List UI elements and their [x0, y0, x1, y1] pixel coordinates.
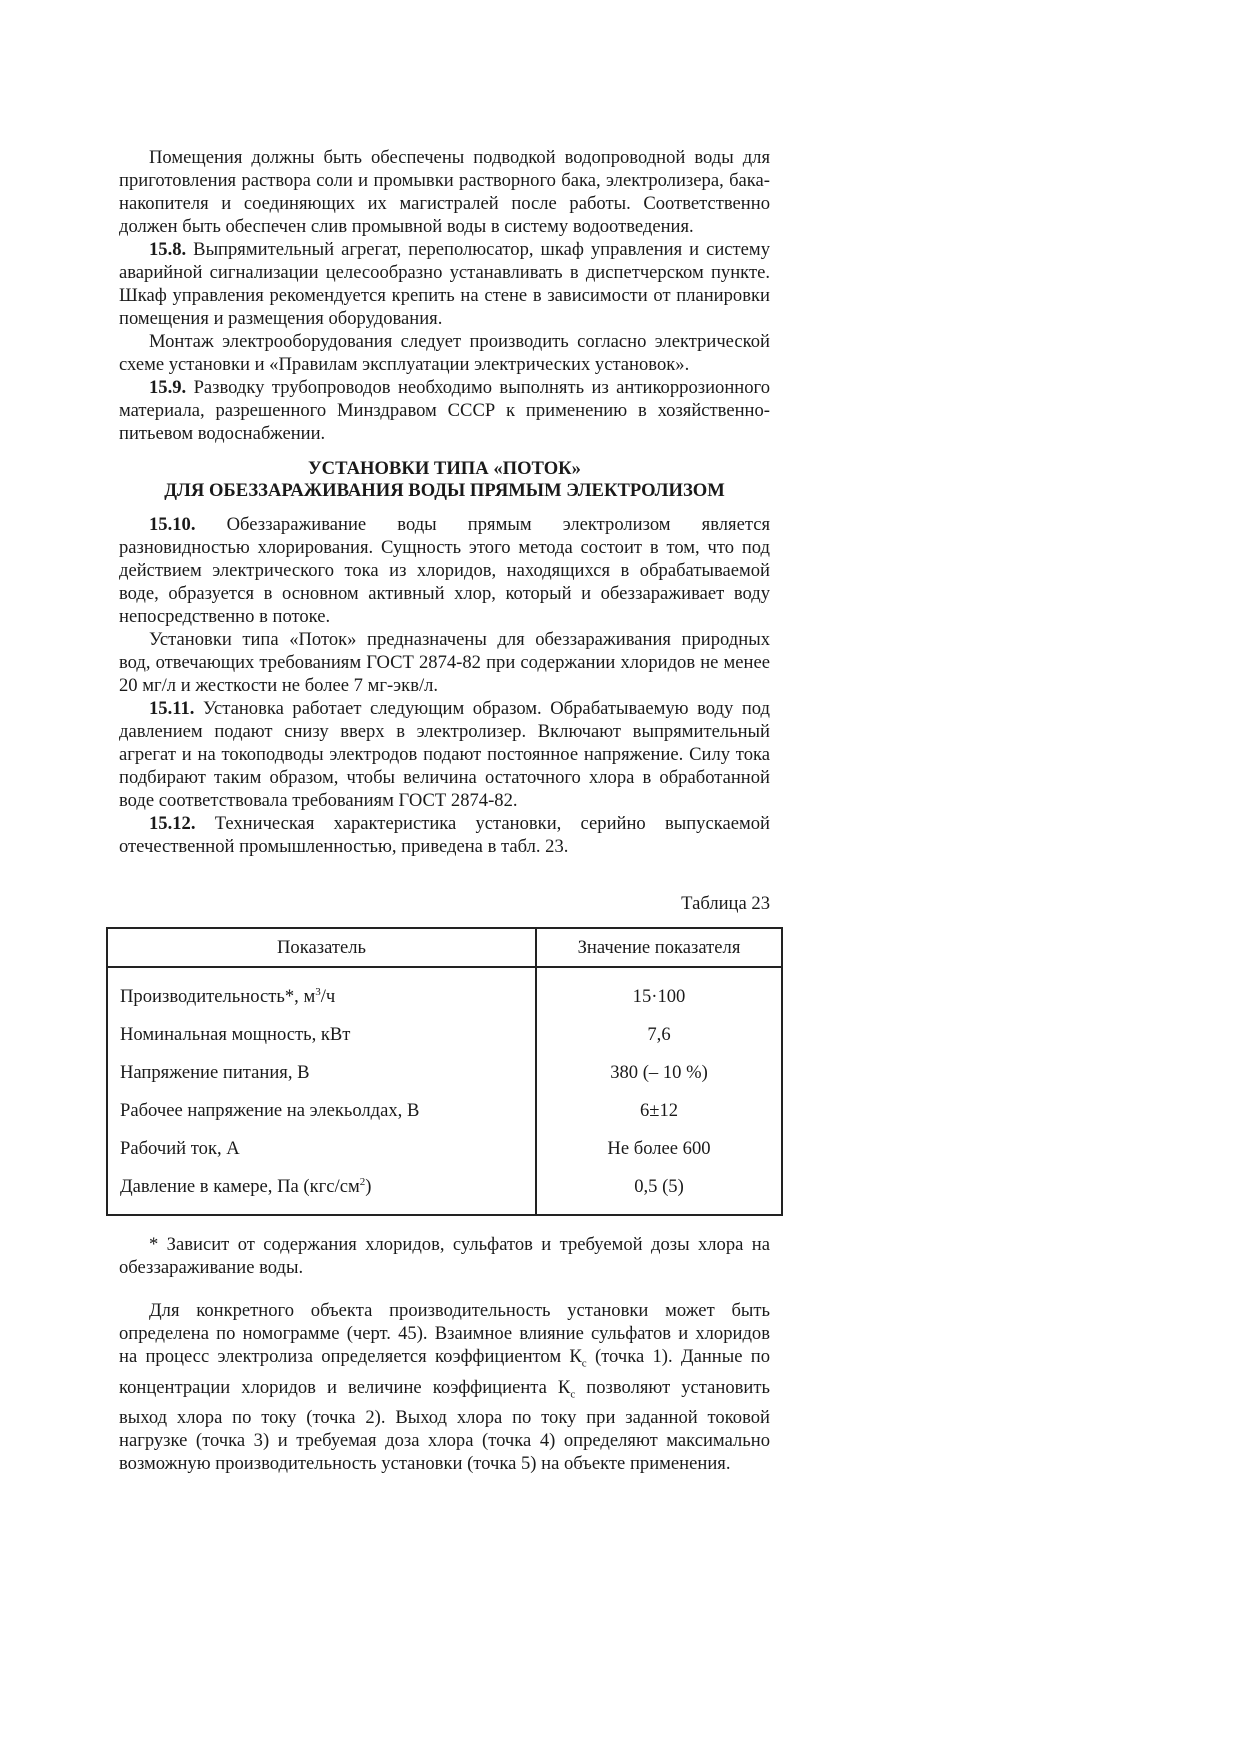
spec-table [106, 927, 783, 1216]
row-label: Рабочее напряжение на элекьолдах, В [107, 1092, 536, 1130]
paragraph [119, 238, 770, 330]
paragraph-text: Разводку трубопроводов необходимо выполнять из антикоррозионного материала, разрешенного Минздравом СССР к применению в хозяйственно-питьевом водоснабжении. [119, 377, 770, 444]
label-superscript: 2 [359, 1175, 366, 1188]
paragraph-text: (точка 1). Данные по концентрации хлоридов и величине коэффициента К [119, 1346, 770, 1398]
column-header-indicator: Показатель [107, 928, 536, 967]
table-row [107, 1092, 782, 1130]
subscript: с [570, 1388, 576, 1401]
paragraph-text: Помещения должны быть обеспечены подводкой водопроводной воды для приготовления раствора соли и промывки растворного бака, электролизера, бака-накопителя и соединяющих их магистралей после работы. Соответственно должен быть обеспечен слив промывной воды в систему водоотведения. [119, 147, 770, 237]
paragraph-text: позволяют установить выход хлора по току (точка 2). Выход хлора по току при заданной токовой нагрузке (точка 3) и требуемая доза хлора (точка 4) определяют максимально возможную производительность установки (точка 5) на объекте применения. [119, 1376, 770, 1475]
clause-number: 15.8. [149, 239, 187, 260]
paragraph [119, 330, 770, 376]
row-label: Номинальная мощность, кВт [107, 1016, 536, 1054]
subscript: с [581, 1357, 587, 1370]
paragraph-text: Установки типа «Поток» предназначены для обеззараживания природных вод, отвечающих требованиям ГОСТ 2874-82 при содержании хлоридов не менее 20 мг/л и жесткости не более 7 мг-экв/л. [119, 629, 770, 696]
paragraph [119, 513, 770, 628]
row-value: 0,5 (5) [634, 1176, 684, 1197]
row-value: 380 (– 10 %) [610, 1062, 708, 1083]
table-caption: Таблица 23 [681, 893, 770, 914]
table-row [107, 1130, 782, 1168]
paragraph-text: Для конкретного объекта производительность установки может быть определена по номограмме (черт. 45). Взаимное влияние сульфатов и хлоридов на процесс электролиза определяется коэффициентом К [119, 1300, 770, 1367]
row-label [107, 1168, 536, 1215]
table-row [107, 1016, 782, 1054]
label-tail: ) [365, 1176, 372, 1198]
section-heading [111, 458, 778, 502]
row-value: 15·100 [632, 986, 686, 1007]
clause-number: 15.9. [149, 377, 187, 398]
row-value: 7,6 [647, 1024, 671, 1045]
column-header-value: Значение показателя [536, 928, 782, 967]
row-label: Рабочий ток, А [107, 1130, 536, 1168]
paragraph [119, 1299, 770, 1475]
clause-number: 15.10. [149, 514, 196, 535]
paragraph-text: Установка работает следующим образом. Обрабатываемую воду под давлением подают снизу вверх в электролизер. Включают выпрямительный агрегат и на токоподводы электродов подают постоянное напряжение. Силу тока подбирают таким образом, чтобы величина остаточного хлора в обработанной воде соответствовала требованиям ГОСТ 2874-82. [119, 698, 770, 811]
label-text: Давление в камере, Па (кгс/см [120, 1176, 360, 1198]
clause-number: 15.12. [149, 813, 196, 834]
row-label: Напряжение питания, В [107, 1054, 536, 1092]
table-footnote: * Зависит от содержания хлоридов, сульфатов и требуемой дозы хлора на обеззараживание воды. [119, 1234, 770, 1278]
paragraph-text: Обеззараживание воды прямым электролизом является разновидностью хлорирования. Сущность этого метода состоит в том, что под действием электрического тока из хлоридов, находящихся в обрабатываемой воде, образуется в основном активный хлор, который и обеззараживает воду непосредственно в потоке. [119, 514, 770, 627]
page-content [119, 146, 770, 1475]
label-superscript: 3 [315, 985, 321, 998]
label-tail: /ч [320, 986, 336, 1008]
paragraph [119, 812, 770, 858]
table-header-row [107, 928, 782, 967]
row-label [107, 967, 536, 1016]
table-row [107, 1168, 782, 1215]
table-row [107, 967, 782, 1016]
paragraph [119, 146, 770, 238]
label-text: Производительность*, м [120, 986, 316, 1008]
heading-line-1: УСТАНОВКИ ТИПА «ПОТОК» [308, 458, 581, 479]
table-row [107, 1054, 782, 1092]
heading-line-2: ДЛЯ ОБЕЗЗАРАЖИВАНИЯ ВОДЫ ПРЯМЫМ ЭЛЕКТРОЛИЗОМ [164, 480, 725, 501]
paragraph [119, 376, 770, 445]
paragraph-text: Монтаж электрооборудования следует производить согласно электрической схеме установки и «Правилам эксплуатации электрических установок». [119, 331, 770, 375]
row-value: 6±12 [639, 1100, 679, 1121]
paragraph [119, 697, 770, 812]
row-value: Не более 600 [607, 1138, 711, 1159]
paragraph [119, 628, 770, 697]
paragraph-text: Техническая характеристика установки, серийно выпускаемой отечественной промышленностью, приведена в табл. 23. [119, 813, 770, 857]
paragraph-text: Выпрямительный агрегат, переполюсатор, шкаф управления и систему аварийной сигнализации целесообразно устанавливать в диспетчерском пункте. Шкаф управления рекомендуется крепить на стене в зависимости от планировки помещения и размещения оборудования. [119, 239, 770, 329]
clause-number: 15.11. [149, 698, 195, 719]
